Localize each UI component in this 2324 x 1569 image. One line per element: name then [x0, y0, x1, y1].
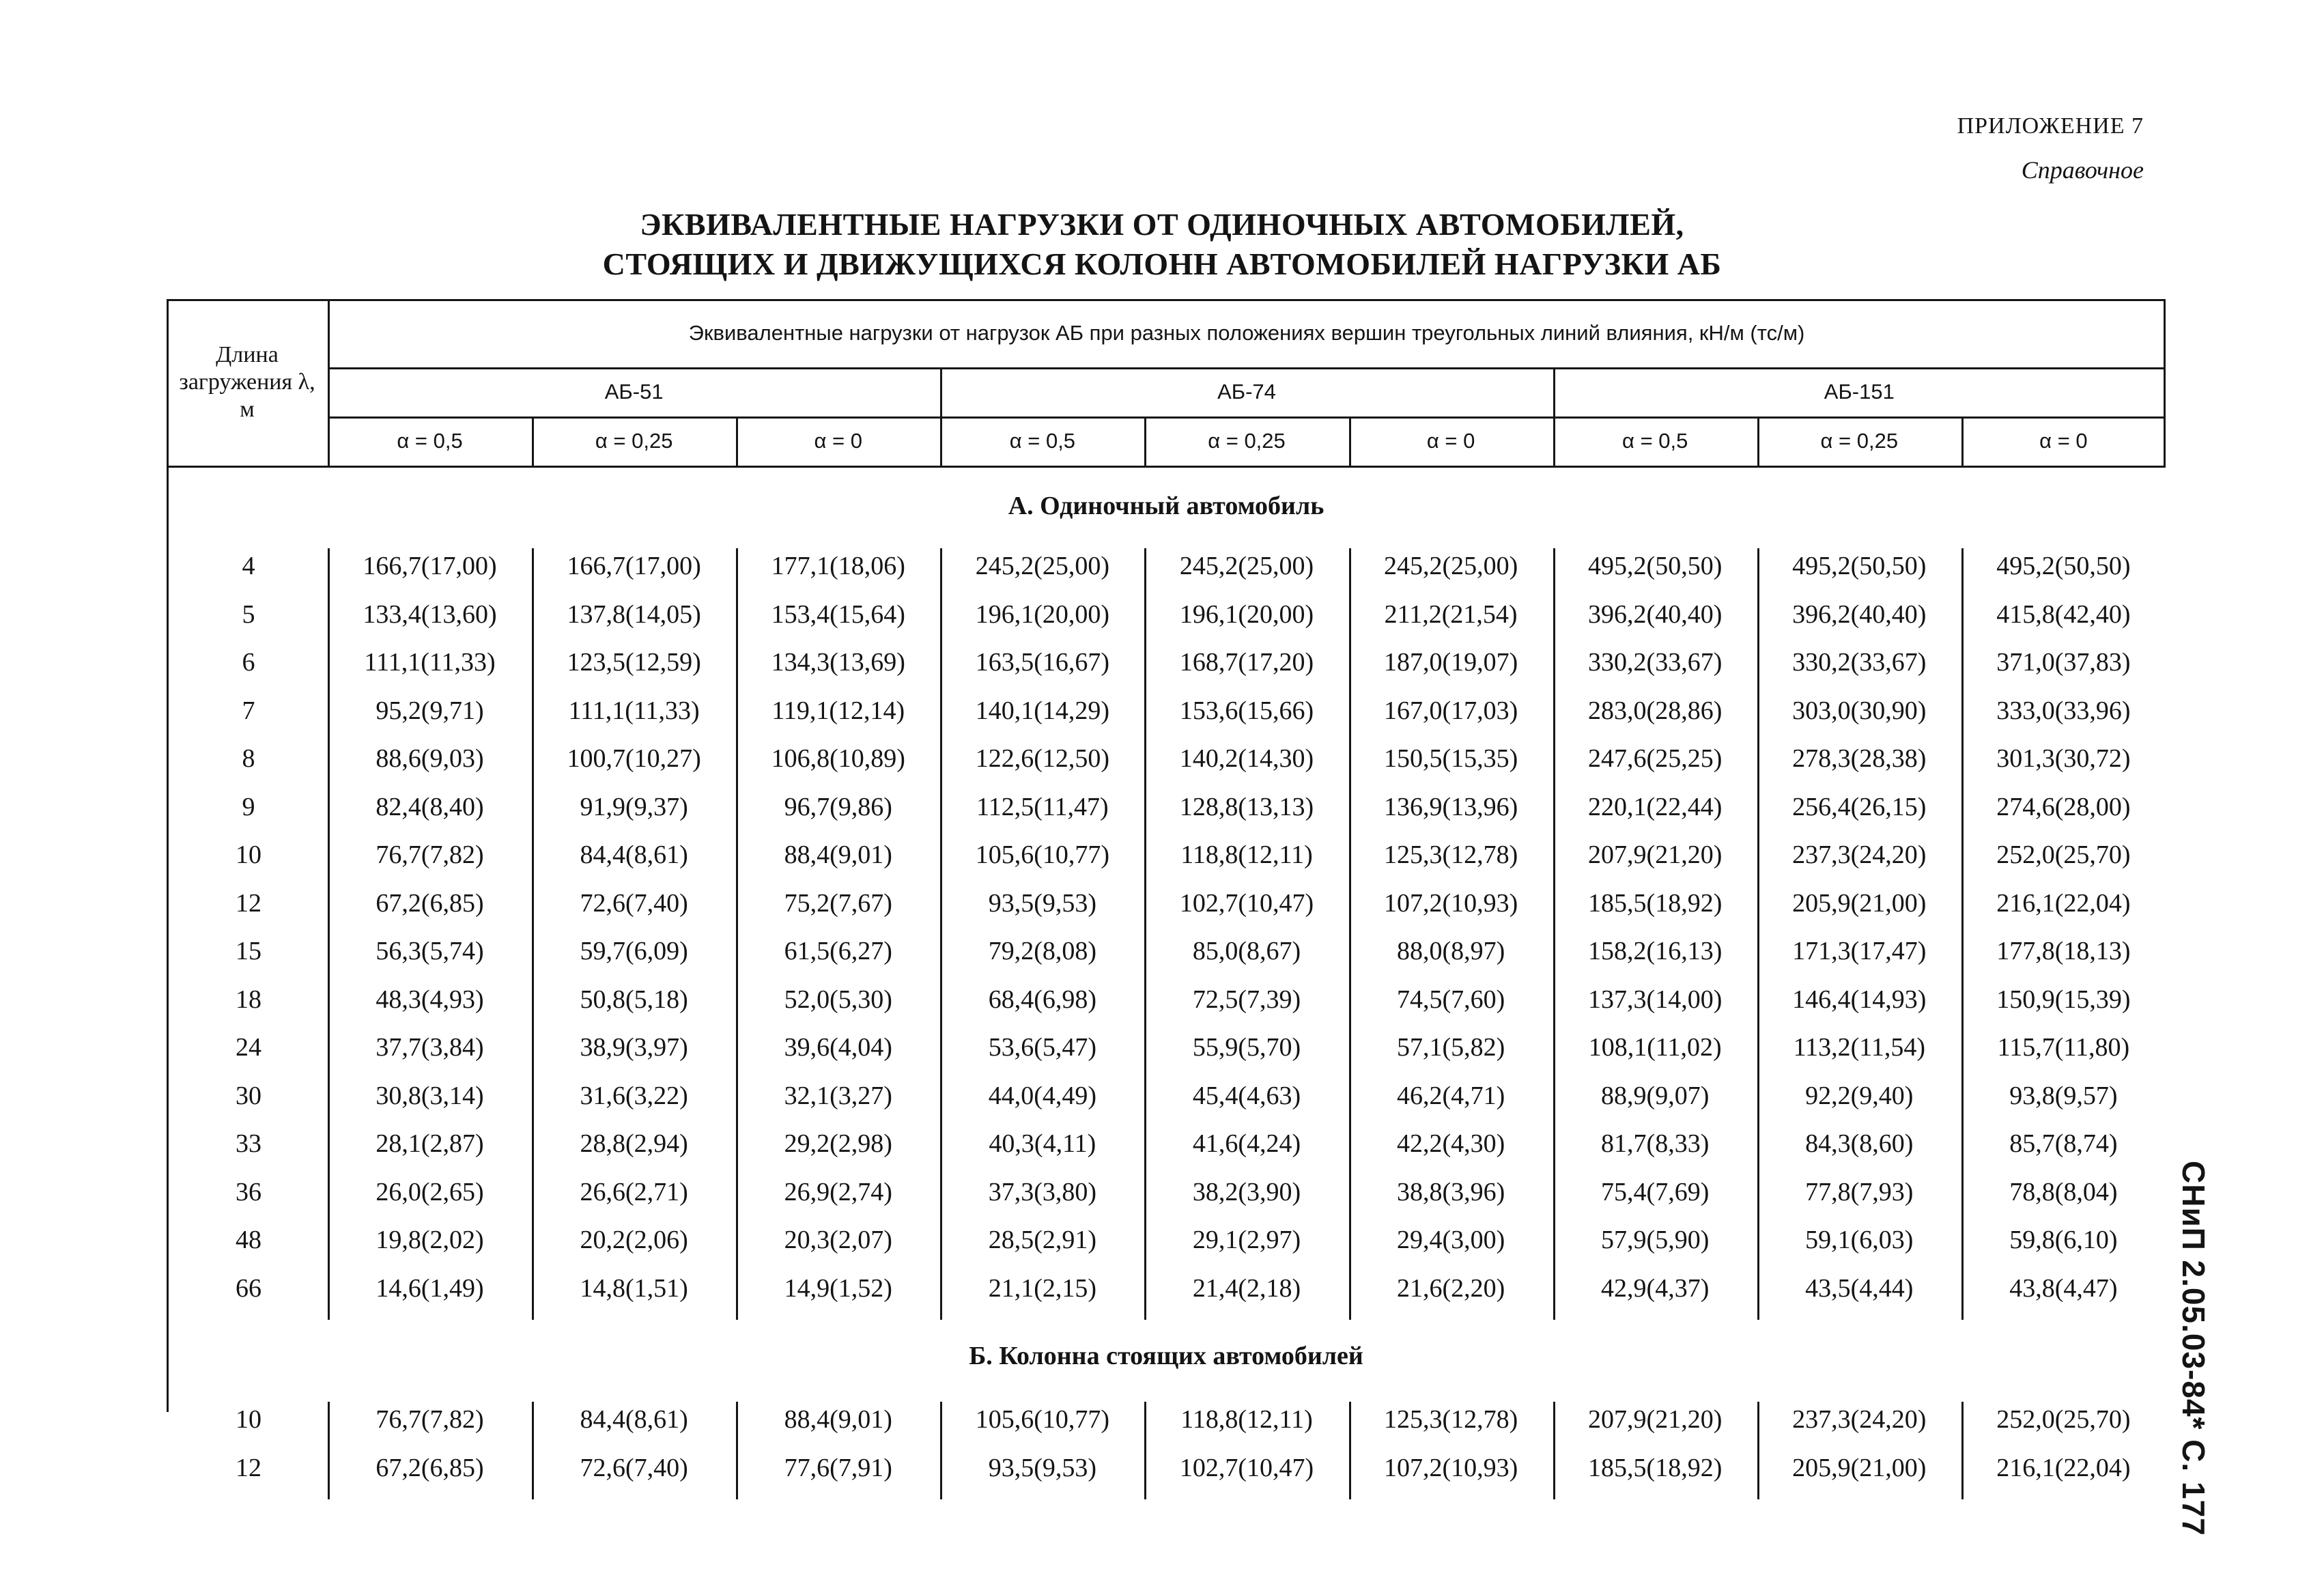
table-cell: 88,6(9,03)	[375, 744, 484, 773]
table-cell: 207,9(21,20)	[1588, 1405, 1723, 1434]
table-cell: 167,0(17,03)	[1383, 696, 1518, 725]
group-header: АБ-74	[1217, 380, 1276, 404]
table-cell: 76,7(7,82)	[375, 1405, 484, 1434]
table-left-border	[167, 468, 169, 1412]
table-cell: 19,8(2,02)	[375, 1226, 484, 1254]
table-cell: 158,2(16,13)	[1588, 937, 1723, 965]
row-length-label: 36	[236, 1177, 261, 1206]
table-cell: 495,2(50,50)	[1588, 552, 1723, 580]
table-cell: 107,2(10,93)	[1383, 1453, 1518, 1482]
table-cell: 93,8(9,57)	[2009, 1081, 2118, 1110]
table-cell: 495,2(50,50)	[1996, 552, 2131, 580]
alpha-header: α = 0,5	[397, 429, 463, 453]
table-cell: 220,1(22,44)	[1588, 792, 1723, 821]
table-cell: 125,3(12,78)	[1383, 840, 1518, 869]
table-cell: 415,8(42,40)	[1996, 599, 2131, 629]
alpha-header: α = 0	[814, 429, 863, 453]
table-cell: 119,1(12,14)	[771, 696, 905, 725]
table-cell: 274,6(28,00)	[1996, 792, 2131, 821]
table-cell: 252,0(25,70)	[1996, 1405, 2131, 1434]
table-cell: 21,4(2,18)	[1192, 1273, 1301, 1303]
table-cell: 28,8(2,94)	[580, 1129, 688, 1158]
table-cell: 93,5(9,53)	[988, 1453, 1097, 1482]
table-cell: 106,8(10,89)	[771, 744, 905, 773]
first-column-header: Длина загружения λ, м	[179, 342, 315, 422]
column-divider	[532, 548, 534, 1320]
table-cell: 38,8(3,96)	[1396, 1177, 1505, 1206]
table-cell: 134,3(13,69)	[771, 648, 905, 677]
table-cell: 84,3(8,60)	[1805, 1129, 1914, 1158]
row-length-label: 48	[236, 1226, 261, 1254]
table-cell: 245,2(25,00)	[1383, 552, 1518, 580]
group-header: АБ-51	[604, 380, 664, 404]
table-cell: 14,6(1,49)	[375, 1273, 484, 1303]
row-length-label: 5	[242, 599, 255, 629]
table-cell: 26,6(2,71)	[580, 1177, 688, 1206]
standard-page-label: СНиП 2.05.03-84* С. 177	[2176, 1161, 2211, 1536]
table-cell: 88,4(9,01)	[784, 840, 892, 869]
table-cell: 88,9(9,07)	[1601, 1081, 1710, 1110]
alpha-header: α = 0,5	[1622, 429, 1688, 453]
table-cell: 171,3(17,47)	[1792, 937, 1927, 965]
table-cell: 74,5(7,60)	[1396, 985, 1505, 1014]
table-cell: 237,3(24,20)	[1792, 1405, 1927, 1434]
table-cell: 14,9(1,52)	[784, 1273, 892, 1303]
row-length-label: 30	[236, 1081, 261, 1110]
table-cell: 21,1(2,15)	[988, 1273, 1097, 1303]
row-length-label: 33	[236, 1129, 261, 1158]
table-cell: 37,3(3,80)	[988, 1177, 1097, 1206]
table-cell: 38,2(3,90)	[1192, 1177, 1301, 1206]
table-cell: 95,2(9,71)	[375, 696, 484, 725]
table-cell: 140,2(14,30)	[1179, 744, 1314, 773]
table-cell: 39,6(4,04)	[784, 1033, 892, 1062]
table-cell: 85,7(8,74)	[2009, 1129, 2118, 1158]
table-cell: 303,0(30,90)	[1792, 696, 1927, 725]
table-cell: 96,7(9,86)	[784, 792, 892, 821]
table-cell: 43,8(4,47)	[2009, 1273, 2118, 1303]
alpha-header: α = 0	[2039, 429, 2088, 453]
column-divider	[1757, 1402, 1759, 1499]
table-cell: 48,3(4,93)	[375, 985, 484, 1014]
table-cell: 111,1(11,33)	[364, 648, 496, 677]
table-cell: 166,7(17,00)	[363, 552, 497, 580]
table-cell: 72,6(7,40)	[580, 888, 688, 918]
table-cell: 28,1(2,87)	[375, 1129, 484, 1158]
column-divider	[1553, 1402, 1555, 1499]
table-cell: 205,9(21,00)	[1792, 888, 1927, 918]
first-column-border	[328, 548, 330, 1320]
table-cell: 495,2(50,50)	[1792, 552, 1927, 580]
table-cell: 330,2(33,67)	[1588, 648, 1723, 677]
alpha-header: α = 0,25	[1208, 429, 1286, 453]
table-cell: 237,3(24,20)	[1792, 840, 1927, 869]
table-cell: 56,3(5,74)	[375, 937, 484, 965]
table-cell: 42,9(4,37)	[1601, 1273, 1710, 1303]
table-cell: 59,8(6,10)	[2009, 1226, 2118, 1254]
table-cell: 301,3(30,72)	[1996, 744, 2131, 773]
section-title: Б. Колонна стоящих автомобилей	[969, 1342, 1363, 1370]
group-header: АБ-151	[1824, 380, 1895, 404]
row-length-label: 10	[236, 1405, 261, 1434]
table-cell: 75,4(7,69)	[1601, 1177, 1710, 1206]
table-cell: 118,8(12,11)	[1180, 840, 1313, 869]
column-divider	[736, 548, 738, 1320]
alpha-header: α = 0	[1426, 429, 1475, 453]
table-cell: 77,8(7,93)	[1805, 1177, 1914, 1206]
table-cell: 21,6(2,20)	[1396, 1273, 1505, 1303]
table-cell: 78,8(8,04)	[2009, 1177, 2118, 1206]
row-length-label: 66	[236, 1273, 261, 1303]
table-cell: 82,4(8,40)	[375, 792, 484, 821]
table-cell: 185,5(18,92)	[1588, 1453, 1723, 1482]
row-length-label: 4	[242, 552, 255, 580]
alpha-header: α = 0,5	[1009, 429, 1076, 453]
table-cell: 37,7(3,84)	[375, 1033, 484, 1062]
table-cell: 187,0(19,07)	[1383, 648, 1518, 677]
table-cell: 40,3(4,11)	[989, 1129, 1096, 1158]
table-cell: 43,5(4,44)	[1805, 1273, 1914, 1303]
column-divider	[1144, 1402, 1146, 1499]
table-cell: 72,5(7,39)	[1192, 985, 1301, 1014]
table-cell: 168,7(17,20)	[1179, 648, 1314, 677]
alpha-header: α = 0,25	[595, 429, 673, 453]
table-cell: 122,6(12,50)	[975, 744, 1110, 773]
row-length-label: 24	[236, 1033, 261, 1062]
section-title: А. Одиночный автомобиль	[1008, 492, 1324, 520]
table-cell: 102,7(10,47)	[1179, 1453, 1314, 1482]
main-column-header: Эквивалентные нагрузки от нагрузок АБ при разных положениях вершин треугольных линий влияния, кН/м (тс/м)	[688, 321, 1805, 345]
table-cell: 93,5(9,53)	[988, 888, 1097, 918]
table-cell: 107,2(10,93)	[1383, 888, 1518, 918]
table-cell: 45,4(4,63)	[1192, 1081, 1301, 1110]
table-cell: 29,2(2,98)	[784, 1129, 892, 1158]
row-length-label: 10	[236, 840, 261, 869]
table-cell: 105,6(10,77)	[975, 1405, 1110, 1434]
row-length-label: 12	[236, 1453, 261, 1482]
table-cell: 153,6(15,66)	[1179, 696, 1314, 725]
table-cell: 26,9(2,74)	[784, 1177, 892, 1206]
table-cell: 75,2(7,67)	[784, 888, 892, 918]
appendix-label: ПРИЛОЖЕНИЕ 7	[1957, 113, 2144, 139]
table-cell: 256,4(26,15)	[1792, 792, 1927, 821]
column-divider	[1757, 548, 1759, 1320]
table-cell: 44,0(4,49)	[988, 1081, 1097, 1110]
table-cell: 59,7(6,09)	[580, 937, 688, 965]
table-cell: 137,8(14,05)	[567, 599, 701, 629]
table-cell: 330,2(33,67)	[1792, 648, 1927, 677]
table-cell: 41,6(4,24)	[1192, 1129, 1301, 1158]
table-cell: 216,1(22,04)	[1996, 888, 2131, 918]
row-length-label: 12	[236, 888, 261, 918]
table-cell: 84,4(8,61)	[580, 1405, 688, 1434]
table-cell: 55,9(5,70)	[1192, 1033, 1301, 1062]
table-cell: 112,5(11,47)	[976, 792, 1109, 821]
table-cell: 140,1(14,29)	[975, 696, 1110, 725]
table-cell: 278,3(28,38)	[1792, 744, 1927, 773]
table-cell: 146,4(14,93)	[1792, 985, 1927, 1014]
table-cell: 216,1(22,04)	[1996, 1453, 2131, 1482]
table-cell: 211,2(21,54)	[1384, 599, 1518, 629]
reference-label: Справочное	[2021, 156, 2144, 184]
table-cell: 177,1(18,06)	[771, 552, 905, 580]
table-cell: 85,0(8,67)	[1192, 937, 1301, 965]
table-cell: 333,0(33,96)	[1996, 696, 2131, 725]
table-cell: 88,4(9,01)	[784, 1405, 892, 1434]
row-length-label: 6	[242, 648, 255, 677]
document-title	[0, 205, 2324, 284]
table-cell: 150,9(15,39)	[1996, 985, 2131, 1014]
table-cell: 111,1(11,33)	[568, 696, 700, 725]
column-divider	[532, 1402, 534, 1499]
table-cell: 207,9(21,20)	[1588, 840, 1723, 869]
table-cell: 57,9(5,90)	[1601, 1226, 1710, 1254]
table-cell: 31,6(3,22)	[580, 1081, 688, 1110]
table-cell: 153,4(15,64)	[771, 599, 905, 629]
table-cell: 77,6(7,91)	[784, 1453, 892, 1482]
table-cell: 88,0(8,97)	[1396, 937, 1505, 965]
table-cell: 185,5(18,92)	[1588, 888, 1723, 918]
table-cell: 68,4(6,98)	[988, 985, 1097, 1014]
table-cell: 14,8(1,51)	[580, 1273, 688, 1303]
table-cell: 252,0(25,70)	[1996, 840, 2131, 869]
table-cell: 26,0(2,65)	[375, 1177, 484, 1206]
table-cell: 115,7(11,80)	[1997, 1033, 2130, 1062]
table-cell: 72,6(7,40)	[580, 1453, 688, 1482]
table-cell: 57,1(5,82)	[1396, 1033, 1505, 1062]
table-cell: 136,9(13,96)	[1383, 792, 1518, 821]
column-divider	[1349, 548, 1351, 1320]
column-divider	[1349, 1402, 1351, 1499]
header-bottom-border	[167, 466, 2166, 468]
table-cell: 84,4(8,61)	[580, 840, 688, 869]
table-cell: 283,0(28,86)	[1588, 696, 1723, 725]
table-cell: 196,1(20,00)	[975, 599, 1110, 629]
table-cell: 91,9(9,37)	[580, 792, 688, 821]
alpha-header: α = 0,25	[1820, 429, 1899, 453]
table-cell: 150,5(15,35)	[1383, 744, 1518, 773]
table-cell: 46,2(4,71)	[1396, 1081, 1505, 1110]
table-cell: 32,1(3,27)	[784, 1081, 892, 1110]
first-column-border	[328, 1402, 330, 1499]
table-cell: 28,5(2,91)	[988, 1226, 1097, 1254]
table-cell: 30,8(3,14)	[375, 1081, 484, 1110]
row-length-label: 18	[236, 985, 261, 1014]
table-cell: 102,7(10,47)	[1179, 888, 1314, 918]
table-cell: 50,8(5,18)	[580, 985, 688, 1014]
table-cell: 20,2(2,06)	[580, 1226, 688, 1254]
row-length-label: 8	[242, 744, 255, 773]
table-cell: 166,7(17,00)	[567, 552, 701, 580]
table-cell: 42,2(4,30)	[1396, 1129, 1505, 1158]
column-divider	[736, 1402, 738, 1499]
table-cell: 125,3(12,78)	[1383, 1405, 1518, 1434]
table-cell: 205,9(21,00)	[1792, 1453, 1927, 1482]
table-cell: 52,0(5,30)	[784, 985, 892, 1014]
row-length-label: 9	[242, 792, 255, 821]
table-cell: 29,1(2,97)	[1192, 1226, 1301, 1254]
table-cell: 92,2(9,40)	[1805, 1081, 1914, 1110]
title-line: ЭКВИВАЛЕНТНЫЕ НАГРУЗКИ ОТ ОДИНОЧНЫХ АВТОМОБИЛЕЙ,	[640, 207, 1684, 242]
table-cell: 108,1(11,02)	[1588, 1033, 1722, 1062]
table-cell: 247,6(25,25)	[1588, 744, 1723, 773]
table-cell: 20,3(2,07)	[784, 1226, 892, 1254]
table-cell: 396,2(40,40)	[1588, 599, 1723, 629]
column-divider	[1144, 548, 1146, 1320]
table-cell: 79,2(8,08)	[988, 937, 1097, 965]
column-divider	[1961, 1402, 1964, 1499]
column-divider	[940, 548, 942, 1320]
table-cell: 67,2(6,85)	[375, 1453, 484, 1482]
table-cell: 177,8(18,13)	[1996, 937, 2131, 965]
table-cell: 29,4(3,00)	[1396, 1226, 1505, 1254]
table-cell: 113,2(11,54)	[1793, 1033, 1926, 1062]
table-cell: 61,5(6,27)	[784, 937, 892, 965]
table-cell: 133,4(13,60)	[363, 599, 497, 629]
table-cell: 76,7(7,82)	[375, 840, 484, 869]
table-cell: 371,0(37,83)	[1996, 648, 2131, 677]
table-cell: 53,6(5,47)	[988, 1033, 1097, 1062]
row-length-label: 15	[236, 937, 261, 965]
table-cell: 38,9(3,97)	[580, 1033, 688, 1062]
table-cell: 137,3(14,00)	[1588, 985, 1723, 1014]
table-cell: 196,1(20,00)	[1179, 599, 1314, 629]
title-line: СТОЯЩИХ И ДВИЖУЩИХСЯ КОЛОНН АВТОМОБИЛЕЙ НАГРУЗКИ АБ	[602, 246, 1722, 281]
row-length-label: 7	[242, 696, 255, 725]
table-cell: 81,7(8,33)	[1601, 1129, 1710, 1158]
table-cell: 128,8(13,13)	[1179, 792, 1314, 821]
column-divider	[1553, 548, 1555, 1320]
table-cell: 67,2(6,85)	[375, 888, 484, 918]
table-cell: 163,5(16,67)	[975, 648, 1110, 677]
table-cell: 105,6(10,77)	[975, 840, 1110, 869]
table-cell: 245,2(25,00)	[975, 552, 1110, 580]
table-cell: 245,2(25,00)	[1179, 552, 1314, 580]
column-divider	[940, 1402, 942, 1499]
table-cell: 396,2(40,40)	[1792, 599, 1927, 629]
table-cell: 123,5(12,59)	[567, 648, 701, 677]
table-cell: 59,1(6,03)	[1805, 1226, 1914, 1254]
table-cell: 118,8(12,11)	[1180, 1405, 1313, 1434]
column-divider	[1961, 548, 1964, 1320]
table-cell: 100,7(10,27)	[567, 744, 701, 773]
